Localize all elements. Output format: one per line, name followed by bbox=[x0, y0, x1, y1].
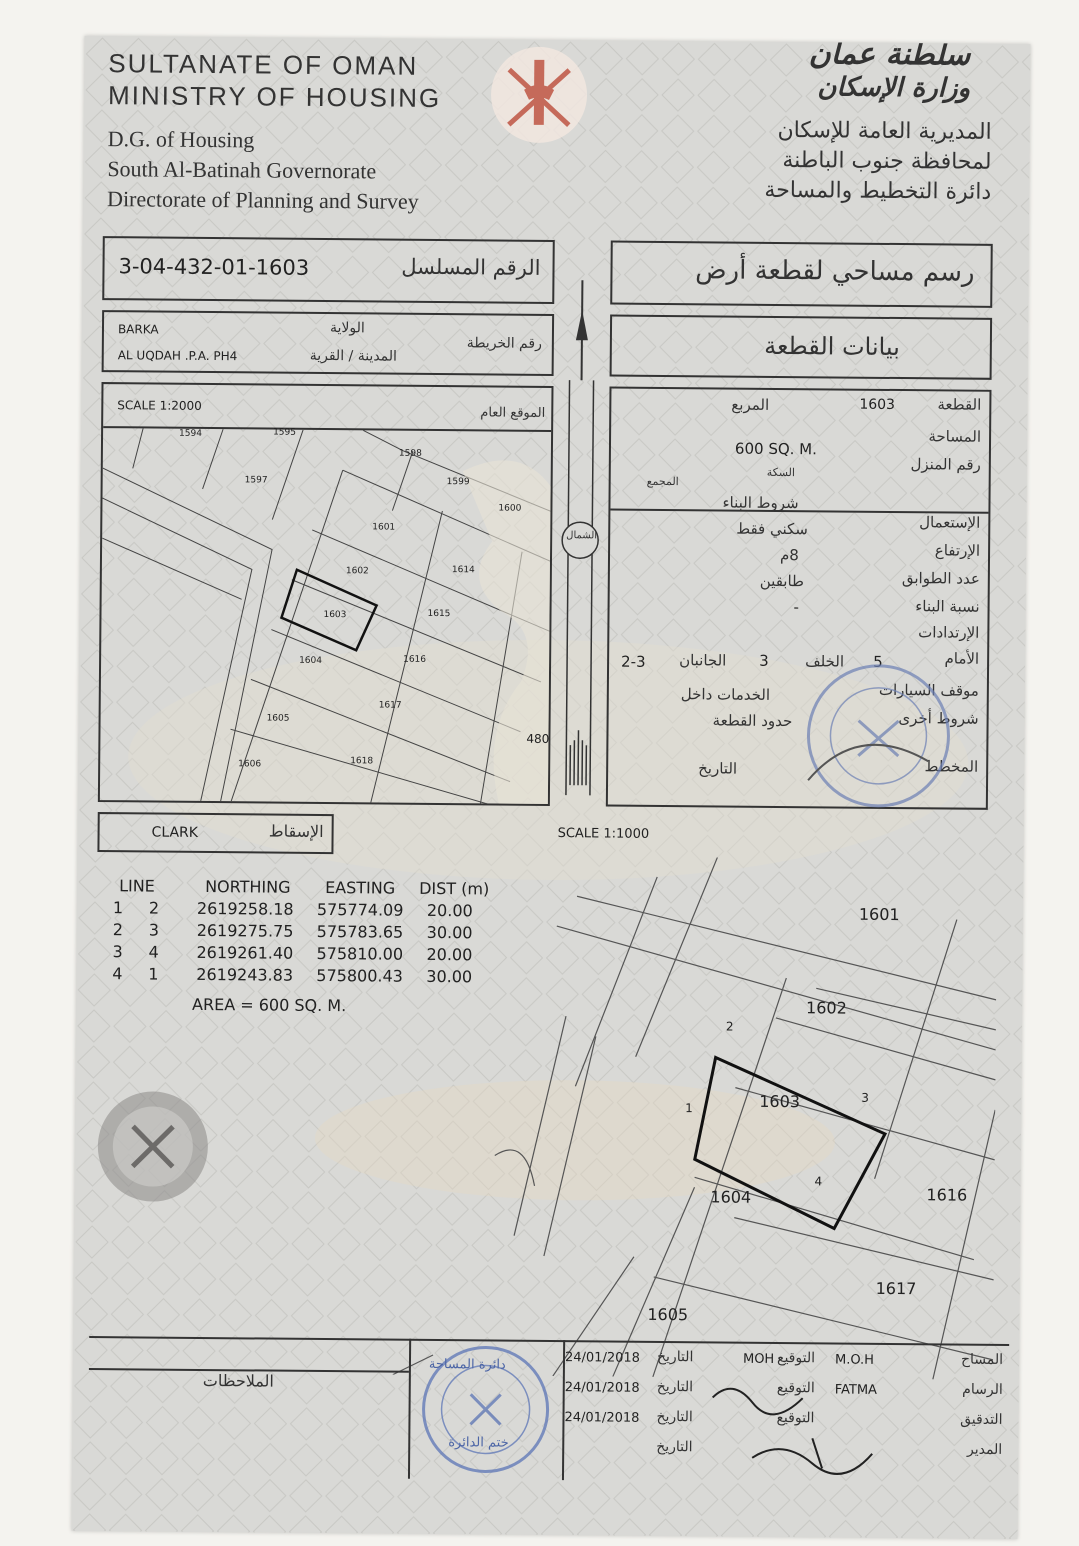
area-value: 600 SQ. M. bbox=[734, 439, 818, 459]
key-parcel: 1602 bbox=[345, 566, 369, 577]
corner-label: 4 bbox=[814, 1174, 823, 1189]
oman-emblem-icon bbox=[484, 39, 595, 150]
block-label: المربع bbox=[731, 395, 770, 414]
detail-parcel: 1604 bbox=[710, 1187, 752, 1207]
detail-parcel: 1601 bbox=[858, 904, 900, 925]
ratio-label: نسبة البناء bbox=[915, 597, 980, 616]
plot-value: 1603 bbox=[859, 396, 896, 413]
projection-box bbox=[97, 812, 333, 854]
col-header-line: LINE bbox=[119, 876, 155, 896]
serial-number: 3-04-432-01-1603 bbox=[118, 254, 310, 280]
key-parcel: 1617 bbox=[378, 700, 402, 711]
complex-label: المجمع bbox=[646, 474, 679, 489]
key-map-scale: SCALE 1:2000 bbox=[117, 398, 202, 413]
key-parcel: 1616 bbox=[403, 654, 427, 665]
height-label: الإرتفاع bbox=[934, 541, 981, 560]
col-header-northing: NORTHING bbox=[205, 876, 291, 897]
detail-parcel: 1616 bbox=[926, 1185, 968, 1205]
embossed-seal-icon bbox=[92, 1086, 213, 1207]
sides-label: الجانبان bbox=[679, 651, 727, 670]
key-parcel: 1605 bbox=[266, 713, 290, 724]
stamp-text: دائرة المساحة bbox=[428, 1356, 506, 1373]
village-value: AL UQDAH .P.A. PH4 bbox=[117, 348, 238, 364]
other-conditions-value: حدود القطعة bbox=[712, 711, 793, 731]
key-parcel: 1618 bbox=[350, 756, 374, 767]
front-value: 5 bbox=[873, 652, 883, 671]
header-directorate: Directorate of Planning and Survey bbox=[107, 186, 419, 214]
use-label: الإستعمال bbox=[919, 513, 981, 532]
header-governorate: South Al-Batinah Governorate bbox=[107, 156, 377, 184]
map-number-label: رقم الخريطة bbox=[466, 335, 542, 352]
setbacks-label: الإرتدادات bbox=[918, 623, 980, 642]
corner-label: 1 bbox=[685, 1101, 693, 1116]
height-value: 8م bbox=[779, 545, 799, 565]
detail-parcel: 1602 bbox=[806, 998, 847, 1018]
detail-parcel-subject: 1603 bbox=[759, 1091, 801, 1112]
handwritten-signatures-icon bbox=[692, 1377, 893, 1479]
header-ministry: MINISTRY OF HOUSING bbox=[107, 80, 442, 114]
projection-value: CLARK bbox=[151, 824, 199, 841]
key-parcel-480: 480 bbox=[526, 731, 550, 746]
document-title: رسم مساحي لقطعة أرض bbox=[695, 255, 975, 288]
back-value: 3 bbox=[759, 651, 769, 670]
header-ar-line2: لمحافظة جنوب الباطنة bbox=[782, 147, 992, 175]
village-label: المدينة / القرية bbox=[309, 347, 398, 365]
detail-parcel: 1605 bbox=[647, 1304, 689, 1325]
header-ar-sultanate: سلطنة عمان bbox=[808, 36, 971, 73]
key-map-box bbox=[98, 382, 554, 806]
back-label: الخلف bbox=[805, 652, 845, 671]
key-parcel: 1601 bbox=[372, 522, 396, 533]
official-stamp-icon bbox=[778, 660, 979, 812]
area-label: المساحة bbox=[928, 427, 982, 446]
plot-data-box bbox=[610, 314, 993, 379]
header-dg: D.G. of Housing bbox=[107, 126, 255, 153]
header-ar-line1: المديرية العامة للإسكان bbox=[777, 117, 992, 145]
house-number-label: رقم المنزل bbox=[910, 455, 981, 474]
survey-document bbox=[71, 36, 1030, 1539]
detail-scale: SCALE 1:1000 bbox=[557, 826, 650, 842]
floors-label: عدد الطوابق bbox=[901, 569, 980, 588]
floors-value: طابقين bbox=[759, 571, 805, 591]
key-map-label: الموقع العام bbox=[480, 405, 546, 421]
header-ar-ministry: وزارة الإسكان bbox=[817, 72, 971, 104]
conditions-title: شروط البناء bbox=[722, 493, 799, 513]
north-arrow-icon bbox=[550, 240, 611, 800]
key-parcel: 1603 bbox=[323, 610, 347, 621]
key-parcel: 1606 bbox=[238, 759, 262, 770]
signature-row: 24/01/2018 التاريخ التوقيع FATMA الرسام bbox=[564, 1378, 1003, 1398]
wilayat-value: BARKA bbox=[117, 322, 159, 337]
wilayat-label: الولاية bbox=[329, 320, 365, 337]
key-parcel: 1594 bbox=[179, 428, 203, 439]
coordinates-table: LINE NORTHING EASTING DIST (m) 1 2 2619258.18 575774.09 20.00 2 3 2619275.75 575783.65 30.00 3 4 2619261.40 575810.00 20.00 4 1 2619243.83 575800.43 30.00 AREA = 600 SQ. M. bbox=[112, 876, 490, 1016]
location-box bbox=[102, 310, 555, 376]
signature-row: 24/01/2018 التاريخ MOH التوقيع M.O.H المساح bbox=[564, 1348, 1004, 1368]
detail-parcel: 1617 bbox=[875, 1278, 917, 1299]
planner-date-label: التاريخ bbox=[698, 759, 738, 778]
key-parcel: 1615 bbox=[427, 608, 451, 620]
serial-label: الرقم المسلسل bbox=[401, 254, 541, 280]
key-parcel: 1597 bbox=[244, 475, 268, 486]
key-parcel: 1614 bbox=[451, 565, 475, 576]
title-box bbox=[610, 241, 993, 308]
col-header-dist: DIST (m) bbox=[419, 878, 490, 899]
notes-label: الملاحظات bbox=[202, 1370, 274, 1391]
ratio-value: - bbox=[793, 598, 800, 617]
parking-label: موقف السيارات bbox=[878, 680, 979, 700]
projection-label: الإسقاط bbox=[268, 821, 324, 842]
street-label: السكة bbox=[766, 465, 796, 480]
plot-data-title: بيانات القطعة bbox=[764, 331, 900, 362]
signature-row: التاريخ المدير bbox=[656, 1438, 1003, 1458]
header-ar-line3: دائرة التخطيط والمساحة bbox=[764, 177, 992, 205]
corner-label: 2 bbox=[725, 1019, 734, 1034]
parking-value: الخدمات داخل bbox=[680, 685, 771, 704]
front-label: الأمام bbox=[944, 649, 980, 668]
planner-label: المخطط bbox=[924, 757, 979, 776]
signature-row: 24/01/2018 التاريخ التوقيع التدقيق bbox=[564, 1408, 1003, 1428]
key-parcel: 1599 bbox=[446, 477, 470, 488]
col-header-easting: EASTING bbox=[325, 878, 396, 898]
plot-details-box bbox=[606, 386, 992, 809]
key-parcel: 1604 bbox=[299, 655, 323, 666]
serial-box bbox=[102, 236, 555, 304]
use-value: سكني فقط bbox=[736, 519, 808, 539]
key-parcel: 1598 bbox=[398, 448, 422, 459]
corner-label: 3 bbox=[861, 1090, 870, 1105]
key-parcel: 1595 bbox=[273, 427, 297, 438]
other-conditions-label: شروط أخرى bbox=[898, 709, 979, 728]
stamp-bottom-text: ختم الدائرة bbox=[448, 1435, 509, 1451]
sides-value: 2-3 bbox=[621, 652, 646, 671]
key-parcel: 1600 bbox=[498, 503, 522, 514]
north-label: الشمال bbox=[566, 530, 598, 542]
detail-map-drawing bbox=[93, 852, 998, 1380]
header-sultanate: SULTANATE OF OMAN bbox=[108, 48, 419, 81]
plot-label: القطعة bbox=[937, 395, 982, 414]
area-total: AREA = 600 SQ. M. bbox=[192, 994, 347, 1016]
